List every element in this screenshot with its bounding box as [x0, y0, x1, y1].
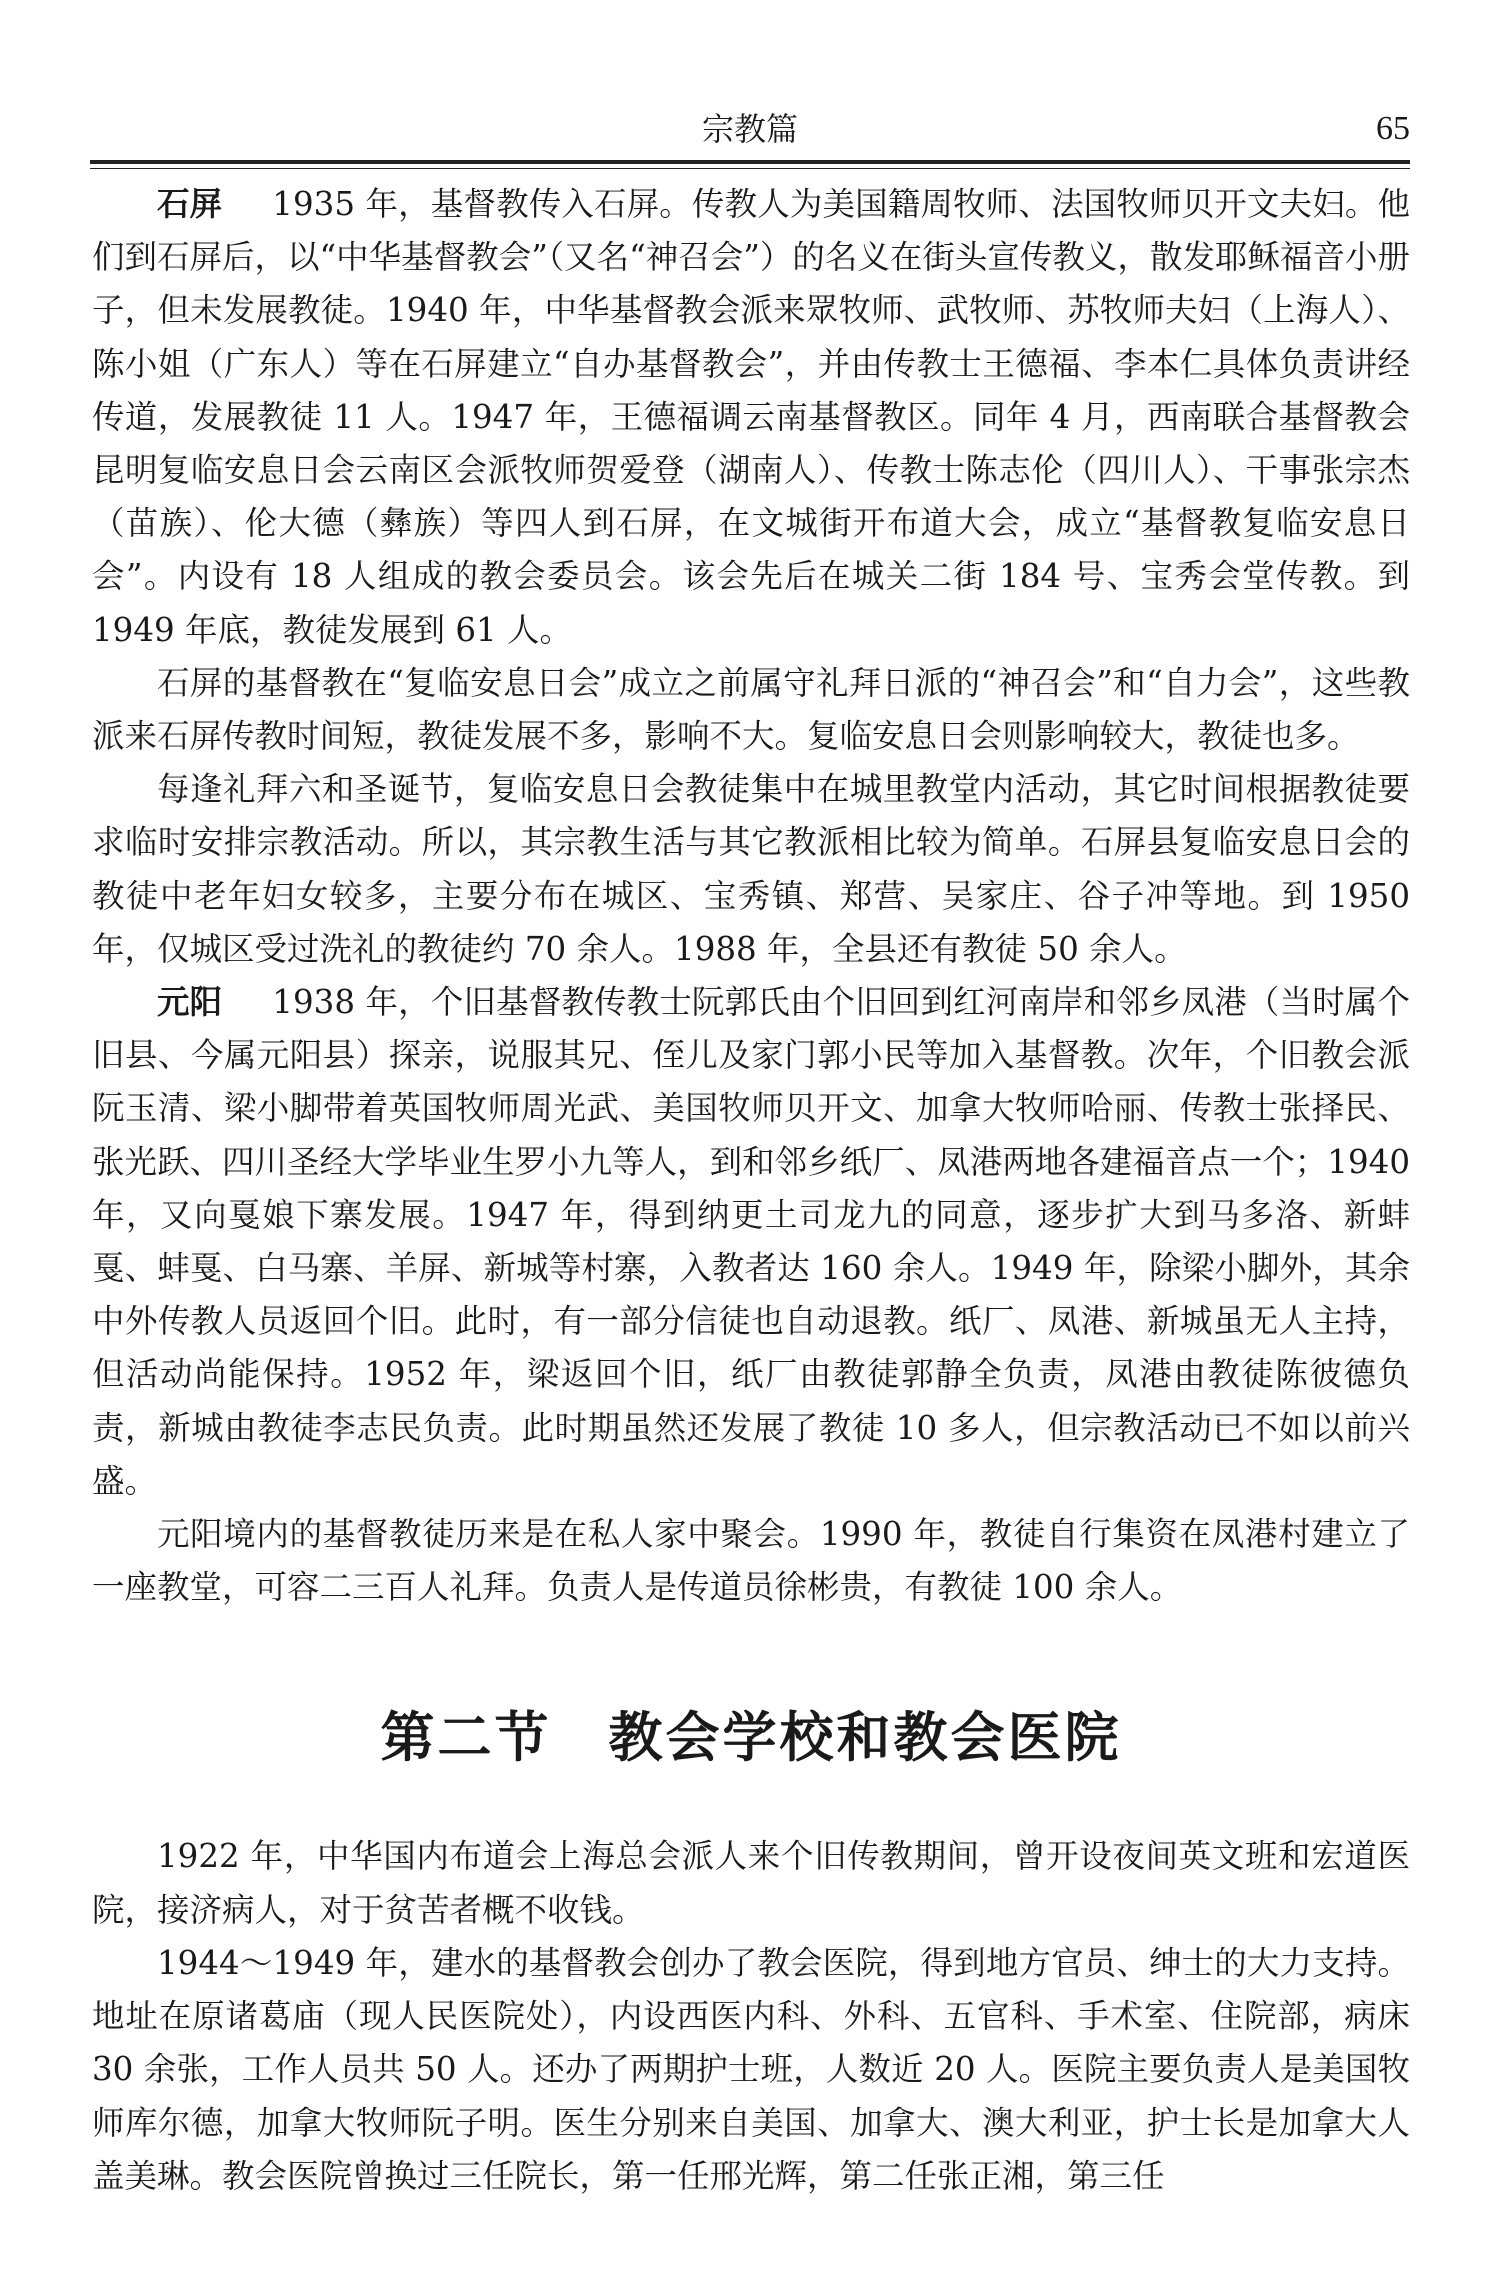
header-rule-thick [90, 160, 1410, 164]
paragraph-yuanyang [92, 976, 1410, 1508]
paragraph [92, 657, 1410, 763]
paragraph-text: 石屏的基督教在“复临安息日会”成立之前属守礼拜日派的“神召会”和“自力会”，这些教派来石屏传教时间短，教徒发展不多，影响不大。复临安息日会则影响较大，教徒也多。 [92, 663, 1410, 756]
header-rule-thin [90, 168, 1410, 169]
paragraph-lead-term: 元阳 [157, 983, 223, 1022]
paragraph [92, 1508, 1410, 1614]
paragraph [92, 1830, 1410, 1936]
paragraph-lead-term: 石屏 [157, 185, 223, 223]
paragraph-text: 1938 年，个旧基督教传教士阮郭氏由个旧回到红河南岸和邻乡凤港（当时属个旧县、今属元阳县）探亲，说服其兄、侄儿及家门郭小民等加入基督教。次年，个旧教会派阮玉清、梁小脚带着英国牧师周光武、美国牧师贝开文、加拿大牧师哈丽、传教士张择民、张光跃、四川圣经大学毕业生罗小九等人，到和邻乡纸厂、凤港两地各建福音点一个；1940 年，又向戛娘下寨发展。1947 年，得到纳更土司龙九的同意，逐步扩大到马多洛、新蚌戛、蚌戛、白马寨、羊屏、新城等村寨，入教者达 160 余人。1949 年，除梁小脚外，其余中外传教人员返回个旧。此时，有一部分信徒也自动退教。纸厂、凤港、新城虽无人主持，但活动尚能保持。1952 年，梁返回个旧，纸厂由教徒郭静全负责，凤港由教徒陈彼德负责，新城由教徒李志民负责。此时期虽然还发展了教徒 10 多人，但宗教活动已不如以前兴盛。 [92, 983, 1410, 1500]
paragraph-text: 每逢礼拜六和圣诞节，复临安息日会教徒集中在城里教堂内活动，其它时间根据教徒要求临时安排宗教活动。所以，其宗教生活与其它教派相比较为简单。石屏县复临安息日会的教徒中老年妇女较多，主要分布在城区、宝秀镇、郑营、吴家庄、谷子冲等地。到 1950 年，仅城区受过洗礼的教徒约 70 余人。1988 年，全县还有教徒 50 余人。 [92, 770, 1410, 968]
running-header [90, 104, 1410, 154]
page-number: 65 [1376, 110, 1410, 147]
paragraph [92, 763, 1410, 976]
paragraph-text: 1935 年，基督教传入石屏。传教人为美国籍周牧师、法国牧师贝开文夫妇。他们到石屏后，以“中华基督教会”（又名“神召会”）的名义在街头宣传教义，散发耶稣福音小册子，但未发展教徒。1940 年，中华基督教会派来眾牧师、武牧师、苏牧师夫妇（上海人）、陈小姐（广东人）等在石屏建立“自办基督教会”，并由传教士王德福、李本仁具体负责讲经传道，发展教徒 11 人。1947 年，王德福调云南基督教区。同年 4 月，西南联合基督教会昆明复临安息日会云南区会派牧师贺爱登（湖南人）、传教士陈志伦（四川人）、干事张宗杰（苗族）、伦大德（彝族）等四人到石屏，在文城街开布道大会，成立“基督教复临安息日会”。内设有 18 人组成的教会委员会。该会先后在城关二街 184 号、宝秀会堂传教。到 1949 年底，教徒发展到 61 人。 [92, 185, 1410, 649]
paragraph [92, 1937, 1410, 2203]
paragraph-text: 元阳境内的基督教徒历来是在私人家中聚会。1990 年，教徒自行集资在凤港村建立了一座教堂，可容二三百人礼拜。负责人是传道员徐彬贵，有教徒 100 余人。 [92, 1515, 1410, 1607]
header-title: 宗教篇 [701, 110, 798, 148]
page-body [92, 178, 1410, 2203]
paragraph-shiping [92, 178, 1410, 657]
paragraph-text: 1944～1949 年，建水的基督教会创办了教会医院，得到地方官员、绅士的大力支持。地址在原诸葛庙（现人民医院处），内设西医内科、外科、五官科、手术室、住院部，病床 30 余张，工作人员共 50 人。还办了两期护士班，人数近 20 人。医院主要负责人是美国牧师库尔德，加拿大牧师阮子明。医生分别来自美国、加拿大、澳大利亚，护士长是加拿大人盖美琳。教会医院曾换过三任院长，第一任邢光辉，第二任张正湘，第三任 [92, 1943, 1410, 2195]
paragraph-text: 1922 年，中华国内布道会上海总会派人来个旧传教期间，曾开设夜间英文班和宏道医院，接济病人，对于贫苦者概不收钱。 [92, 1837, 1410, 1929]
section-title: 第二节 教会学校和教会医院 [380, 1705, 1122, 1770]
